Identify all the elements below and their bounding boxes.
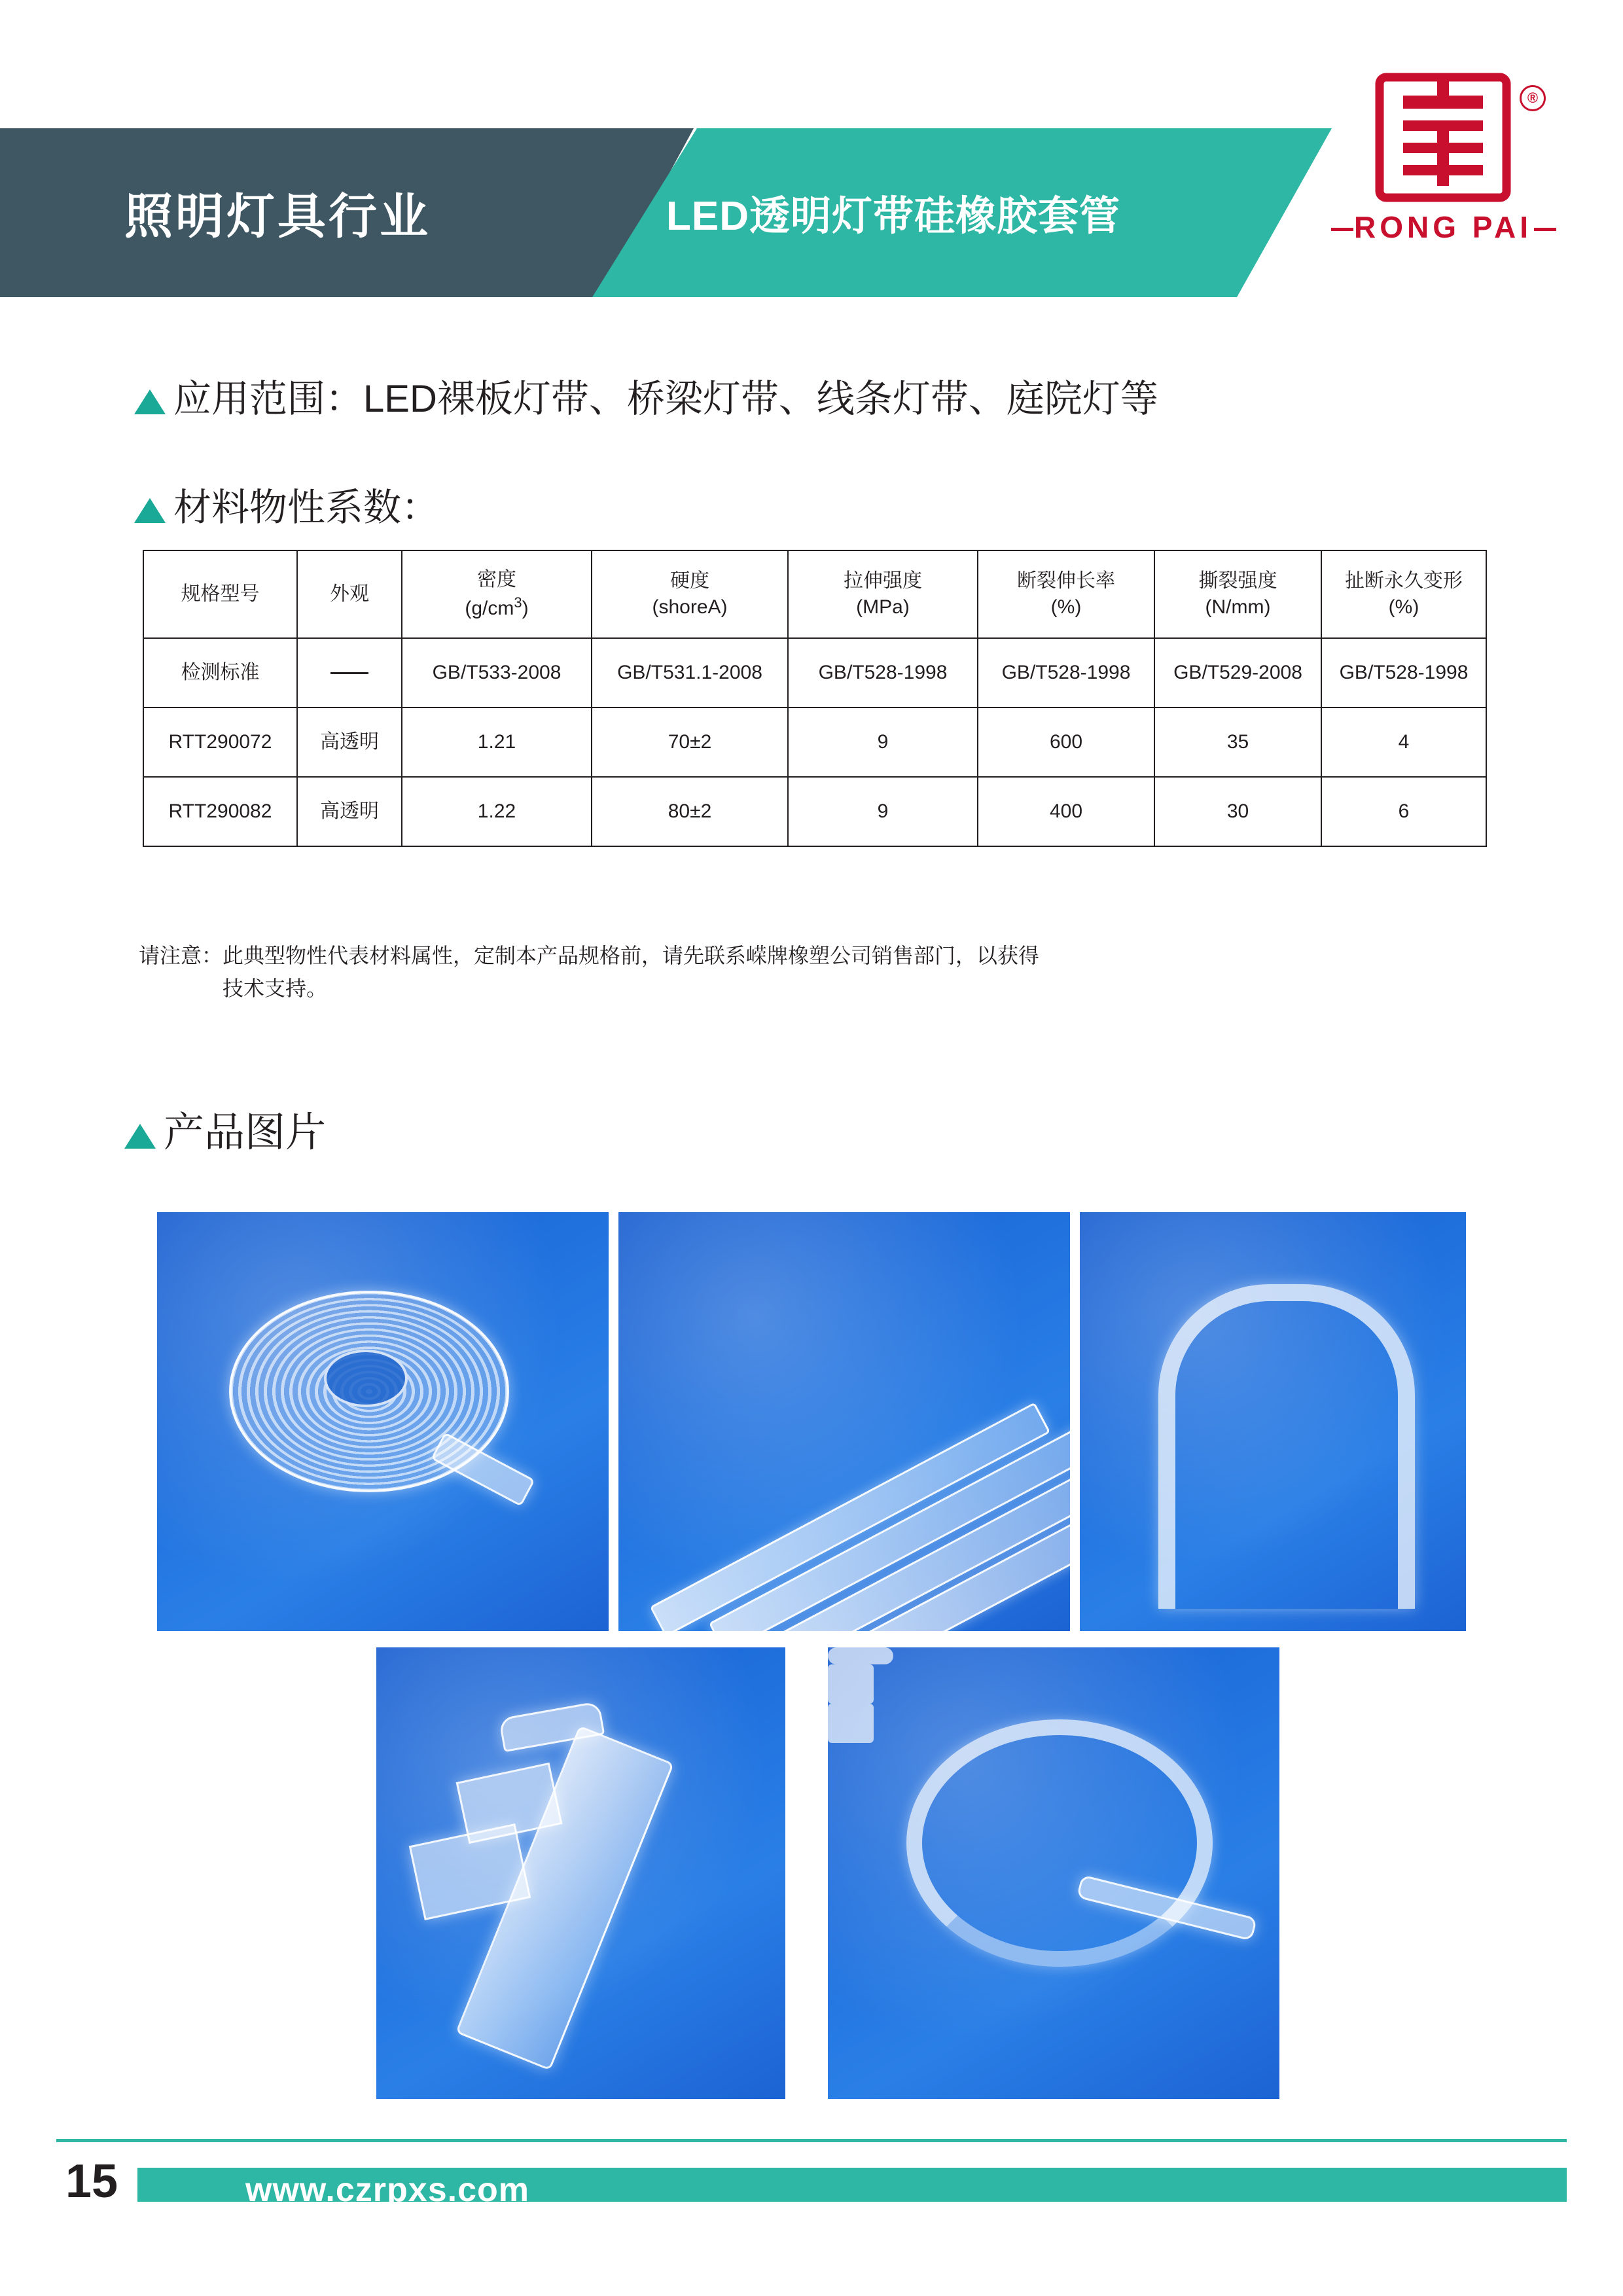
td-standard-hardness: GB/T531.1-2008 — [592, 638, 788, 708]
industry-tag: 照明灯具行业 — [124, 189, 431, 243]
product-photo-bars — [618, 1212, 1070, 1631]
td-elongation: 600 — [978, 708, 1154, 777]
silicone-arch-shape — [1158, 1284, 1415, 1609]
td-tensile: 9 — [788, 708, 978, 777]
td-standard-tensile: GB/T528-1998 — [788, 638, 978, 708]
td-standard-elongation: GB/T528-1998 — [978, 638, 1154, 708]
table-row — [143, 708, 1486, 777]
brand-name: RONG PAI — [1353, 210, 1533, 244]
td-tear: 30 — [1154, 777, 1321, 846]
product-photo-profile-and-caps — [376, 1647, 785, 2099]
product-photo-loop-and-accessories — [828, 1647, 1279, 2099]
td-appearance: 高透明 — [297, 708, 402, 777]
td-density: 1.21 — [402, 708, 592, 777]
table-note — [139, 940, 1493, 1005]
td-hardness: 70±2 — [592, 708, 788, 777]
th-elongation: 断裂伸长率 (%) — [978, 550, 1154, 638]
td-set: 6 — [1321, 777, 1486, 846]
th-tear: 撕裂强度 (N/mm) — [1154, 550, 1321, 638]
company-logo — [1335, 72, 1551, 281]
td-standard-label: 检测标准 — [143, 638, 297, 708]
page-footer — [0, 2139, 1623, 2217]
th-permanent-set: 扯断永久变形 (%) — [1321, 550, 1486, 638]
material-properties-table-wrapper — [143, 550, 1486, 847]
triangle-bullet-icon — [134, 389, 166, 414]
td-set: 4 — [1321, 708, 1486, 777]
td-standard-density: GB/T533-2008 — [402, 638, 592, 708]
td-standard-appearance — [297, 638, 402, 708]
td-tensile: 9 — [788, 777, 978, 846]
note-line-2: 技术支持。 — [223, 976, 328, 1000]
table-header-row — [143, 550, 1486, 638]
th-tensile: 拉伸强度 (MPa) — [788, 550, 978, 638]
rongpai-seal-icon — [1374, 72, 1512, 203]
triangle-bullet-icon — [134, 498, 166, 523]
note-line-1: 请注意：此典型物性代表材料属性，定制本产品规格前，请先联系嵘牌橡塑公司销售部门，以获得 — [139, 944, 1040, 967]
th-density: 密度 $(g/cm^3)$ — [402, 550, 592, 638]
footer-divider — [56, 2139, 1567, 2142]
silicone-loop-shape — [906, 1719, 1213, 1967]
coil-center-hole — [324, 1350, 408, 1407]
td-standard-set: GB/T528-1998 — [1321, 638, 1486, 708]
product-photo-coil — [157, 1212, 609, 1631]
footer-website[interactable]: www.czrpxs.com — [245, 2171, 529, 2209]
material-properties-text: 材料物性系数： — [173, 486, 440, 529]
td-appearance: 高透明 — [297, 777, 402, 846]
material-properties-heading — [134, 476, 439, 531]
td-model: RTT290082 — [143, 777, 297, 846]
td-standard-tear: GB/T529-2008 — [1154, 638, 1321, 708]
product-pictures-text: 产品图片 — [164, 1110, 327, 1155]
material-properties-table — [143, 550, 1487, 847]
td-model: RTT290072 — [143, 708, 297, 777]
application-scope-heading — [134, 368, 1158, 423]
table-row — [143, 777, 1486, 846]
th-model: 规格型号 — [143, 550, 297, 638]
th-appearance: 外观 — [297, 550, 402, 638]
product-title: LED透明灯带硅橡胶套管 — [666, 194, 1121, 239]
em-dash-icon — [330, 672, 368, 674]
th-hardness: 硬度 (shoreA) — [592, 550, 788, 638]
td-tear: 35 — [1154, 708, 1321, 777]
td-hardness: 80±2 — [592, 777, 788, 846]
registered-trademark-icon: ® — [1520, 85, 1546, 111]
table-standard-row — [143, 638, 1486, 708]
application-scope-text: 应用范围：LED裸板灯带、桥梁灯带、线条灯带、庭院灯等 — [173, 378, 1158, 420]
triangle-bullet-icon — [124, 1124, 156, 1149]
product-pictures-heading — [124, 1100, 326, 1158]
page-number: 15 — [65, 2155, 118, 2208]
td-elongation: 400 — [978, 777, 1154, 846]
td-density: 1.22 — [402, 777, 592, 846]
product-photo-arch — [1080, 1212, 1466, 1631]
